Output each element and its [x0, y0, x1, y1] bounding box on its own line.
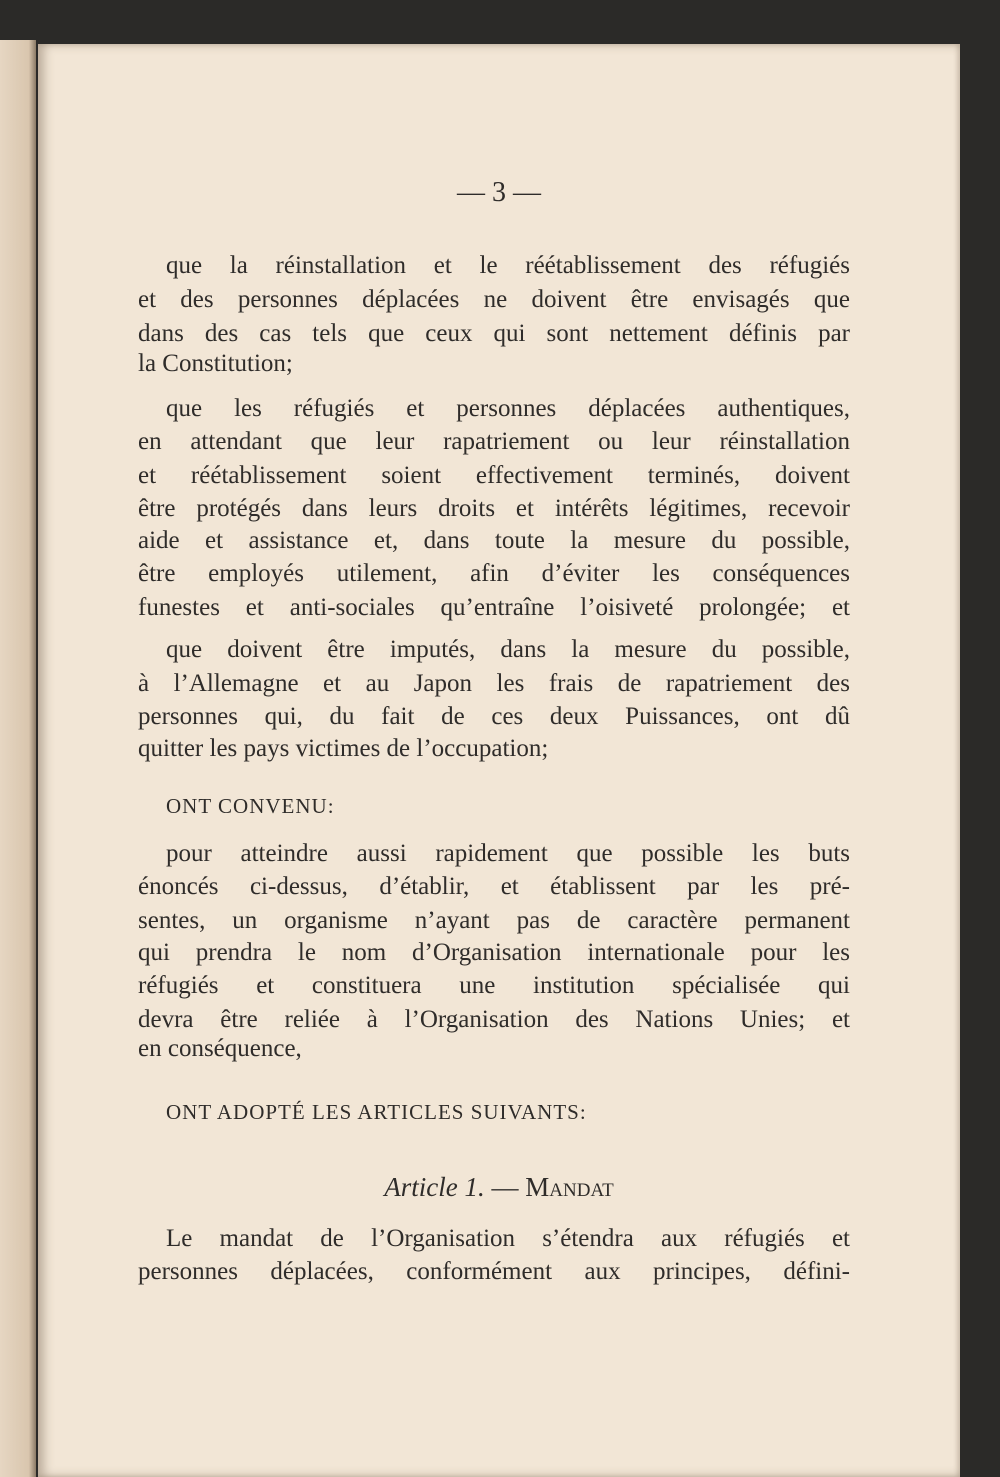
text-line: en conséquence, [138, 1035, 302, 1062]
text-line: que la réinstallation et le réétablissement des réfugiés [166, 252, 850, 279]
article-number: Article 1. [384, 1172, 485, 1202]
text-line: réfugiés et constituera une institution spécialisée qui [138, 972, 850, 999]
text-line: en attendant que leur rapatriement ou leur réinstallation [138, 428, 850, 455]
facing-page-edge [0, 40, 36, 1477]
text-line: être protégés dans leurs droits et intérêts légitimes, recevoir [138, 495, 850, 522]
text-line: que doivent être imputés, dans la mesure du possible, [166, 636, 850, 663]
text-line: qui prendra le nom d’Organisation internationale pour les [138, 939, 850, 966]
text-line: quitter les pays victimes de l’occupation; [138, 735, 549, 762]
article-dash: — [484, 1172, 526, 1202]
text-line: personnes déplacées, conformément aux principes, défini- [138, 1258, 850, 1285]
text-line: sentes, un organisme n’ayant pas de caractère permanent [138, 907, 850, 934]
text-line: et des personnes déplacées ne doivent être envisagés que [138, 286, 850, 313]
section-label: ONT CONVENU: [166, 794, 335, 818]
text-line: Le mandat de l’Organisation s’étendra aux réfugiés et [166, 1225, 850, 1252]
text-line: dans des cas tels que ceux qui sont nettement définis par [138, 320, 850, 347]
text-line: aide et assistance et, dans toute la mesure du possible, [138, 527, 850, 554]
text-line: que les réfugiés et personnes déplacées authentiques, [166, 395, 850, 422]
section-label: ONT ADOPTÉ LES ARTICLES SUIVANTS: [166, 1100, 587, 1124]
text-line: et réétablissement soient effectivement terminés, doivent [138, 462, 850, 489]
text-line: pour atteindre aussi rapidement que possible les buts [166, 840, 850, 867]
text-line: être employés utilement, afin d’éviter les conséquences [138, 560, 850, 587]
document-page [38, 44, 960, 1477]
text-line: devra être reliée à l’Organisation des Nations Unies; et [138, 1006, 850, 1033]
text-line: la Constitution; [138, 350, 293, 377]
article-title: Mandat [525, 1172, 614, 1202]
text-line: personnes qui, du fait de ces deux Puissances, ont dû [138, 703, 850, 730]
article-heading [38, 1172, 960, 1203]
page-number: — 3 — [457, 177, 541, 208]
text-line: funestes et anti-sociales qu’entraîne l’oisiveté prolongée; et [138, 594, 850, 621]
text-line: énoncés ci-dessus, d’établir, et établissent par les pré- [138, 873, 850, 900]
text-line: à l’Allemagne et au Japon les frais de rapatriement des [138, 670, 850, 697]
